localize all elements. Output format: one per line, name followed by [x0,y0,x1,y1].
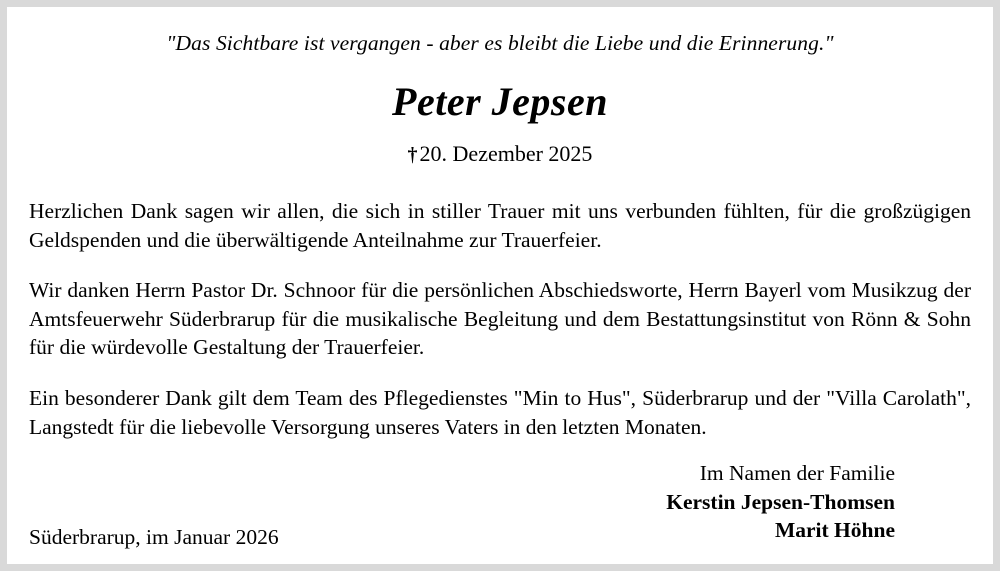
thanks-paragraph-2: Wir danken Herrn Pastor Dr. Schnoor für die persönlichen Abschiedsworte, Herrn Bayerl vom Musikzug der Amtsfeuerwehr Süderbrarup für die musikalische Begleitung und dem Bestattungsinstitut von Rönn & Sohn für die würdevolle Gestaltung der Trauerfeier. [29,278,971,360]
death-date: 20. Dezember 2025 [419,141,593,166]
cross-icon: † [407,144,418,166]
deceased-name: Peter Jepsen [392,79,608,124]
death-date-line [29,141,971,167]
place-and-date: Süderbrarup, im Januar 2026 [29,525,279,549]
family-label: Im Namen der Familie [699,461,895,486]
signer-1: Kerstin Jepsen-Thomsen [666,489,895,514]
signer-2: Marit Höhne [774,518,895,543]
thanks-paragraph-3: Ein besonderer Dank gilt dem Team des Pflegedienstes "Min to Hus", Süderbrarup und der "Villa Carolath", Langstedt für die liebevolle Versorgung unseres Vaters in den letzten Monaten. [29,385,971,439]
thanks-paragraph-1: Herzlichen Dank sagen wir allen, die sich in stiller Trauer mit uns verbunden fühlten, für die großzügigen Geldspenden und die überwältigende Anteilnahme zur Trauerfeier. [29,199,971,252]
memorial-quote: "Das Sichtbare ist vergangen - aber es bleibt die Liebe und die Erinnerung." [166,31,834,55]
